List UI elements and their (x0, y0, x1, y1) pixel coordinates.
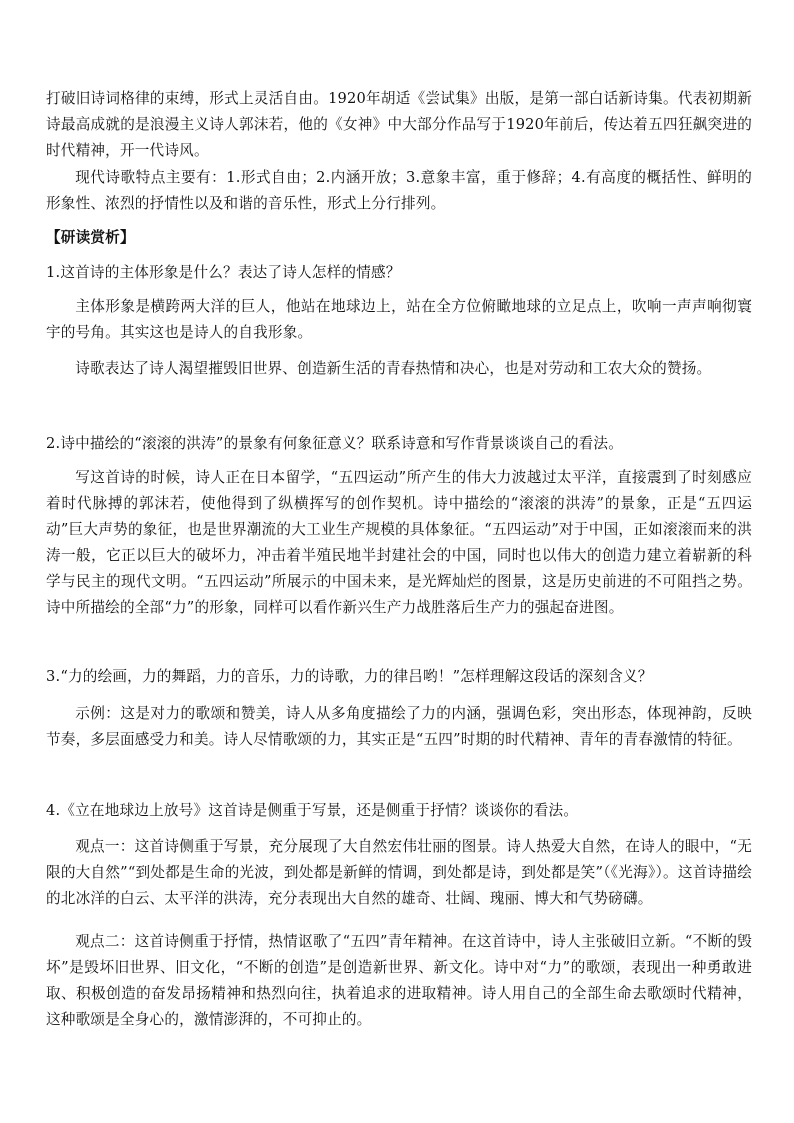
answer-1-paragraph-2: 诗歌表达了诗人渴望摧毁旧世界、创造新生活的青春热情和决心，也是对劳动和工农大众的赞扬。 (75, 360, 712, 377)
intro-paragraph-2: 现代诗歌特点主要有：1.形式自由；2.内涵开放；3.意象丰富，重于修辞；4.有高度的概括性、鲜明的形象性、浓烈的抒情性以及和谐的音乐性，形式上分行排列。 (46, 169, 752, 212)
answer-1-paragraph-1: 主体形象是横跨两大洋的巨人，他站在地球边上，站在全方位俯瞰地球的立足点上，吹响一声声响彻寰宇的号角。其实这也是诗人的自我形象。 (46, 298, 752, 341)
answer-3-paragraph-1: 示例：这是对力的歌颂和赞美，诗人从多角度描绘了力的内涵，强调色彩，突出形态，体现神韵，反映节奏，多层面感受力和美。诗人尽情歌颂的力，其实正是“五四”时期的时代精神、青年的青春激情的特征。 (46, 705, 752, 748)
answer-4-paragraph-1: 观点一：这首诗侧重于写景，充分展现了大自然宏伟壮丽的图景。诗人热爱大自然，在诗人的眼中，“无限的大自然”“到处都是生命的光波，到处都是新鲜的情调，到处都是诗，到处都是笑”（《光海》）。这首诗描绘的北冰洋的白云、太平洋的洪涛，充分表现出大自然的雄奇、壮阔、瑰丽、博大和气势磅礴。 (46, 838, 752, 907)
question-2: 2.诗中描绘的“滚滚的洪涛”的景象有何象征意义？联系诗意和写作背景谈谈自己的看法。 (46, 435, 624, 452)
question-3: 3.“力的绘画，力的舞蹈，力的音乐，力的诗歌，力的律吕哟！”怎样理解这段话的深刻含义？ (46, 668, 653, 685)
intro-paragraph-1: 打破旧诗词格律的束缚，形式上灵活自由。1920年胡适《尝试集》出版，是第一部白话新诗集。代表初期新诗最高成就的是浪漫主义诗人郭沫若，他的《女神》中大部分作品写于1920年前后，传达着五四狂飙突进的时代精神，开一代诗风。 (46, 90, 752, 159)
question-1: 1.这首诗的主体形象是什么？表达了诗人怎样的情感？ (46, 264, 401, 281)
answer-4-paragraph-2: 观点二：这首诗侧重于抒情，热情讴歌了“五四”青年精神。在这首诗中，诗人主张破旧立新。“不断的毁坏”是毁坏旧世界、旧文化，“不断的创造”是创造新世界、新文化。诗中对“力”的歌颂，表现出一种勇敢进取、积极创造的奋发昂扬精神和热烈向往，执着追求的进取精神。诗人用自己的全部生命去歌颂时代精神，这种歌颂是全身心的，激情澎湃的，不可抑止的。 (46, 933, 752, 1028)
answer-2-paragraph-1: 写这首诗的时候，诗人正在日本留学，“五四运动”所产生的伟大力波越过太平洋，直接震到了时刻感应着时代脉搏的郭沫若，使他得到了纵横挥写的创作契机。诗中描绘的“滚滚的洪涛”的景象，正是“五四运动”巨大声势的象征，也是世界潮流的大工业生产规模的具体象征。“五四运动”对于中国，正如滚滚而来的洪涛一般，它正以巨大的破坏力，冲击着半殖民地半封建社会的中国，同时也以伟大的创造力建立着崭新的科学与民主的现代文明。“五四运动”所展示的中国未来，是光辉灿烂的图景，这是历史前进的不可阻挡之势。诗中所描绘的全部“力”的形象，同样可以看作新兴生产力战胜落后生产力的强起奋进图。 (46, 469, 752, 616)
section-heading: 【研读赏析】 (46, 229, 135, 246)
question-4: 4.《立在地球边上放号》这首诗是侧重于写景，还是侧重于抒情？谈谈你的看法。 (46, 802, 579, 819)
